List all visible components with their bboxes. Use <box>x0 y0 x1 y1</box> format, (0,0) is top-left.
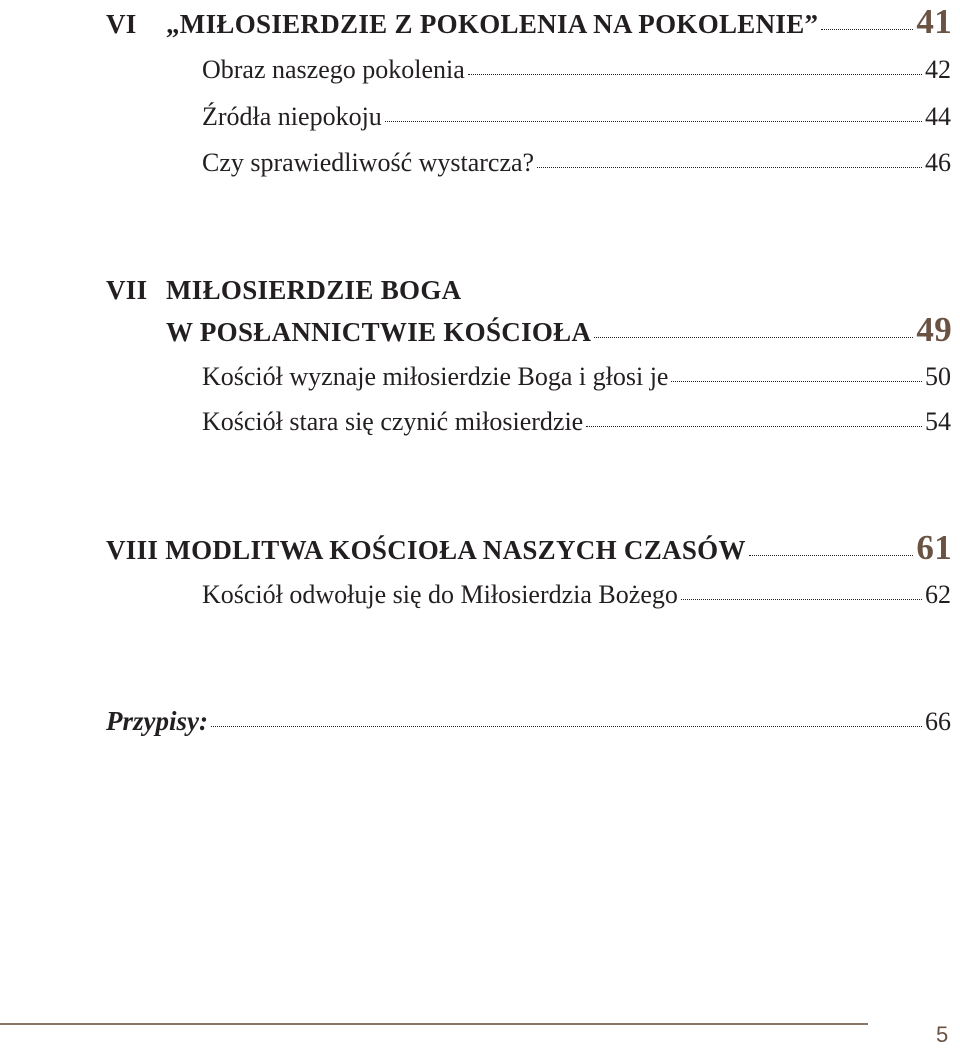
chapter-page-number: 41 <box>916 2 952 41</box>
dot-leader <box>681 599 922 600</box>
chapter-title: MODLITWA KOŚCIOŁA NASZYCH CZASÓW <box>165 535 746 565</box>
chapter-title: „MIŁOSIERDZIE Z POKOLENIA NA POKOLENIE” <box>166 9 819 39</box>
toc-item[interactable] <box>202 55 951 85</box>
toc-item-page: 50 <box>925 362 951 391</box>
toc-notes[interactable] <box>106 706 951 737</box>
chapter-number: VI <box>106 9 137 39</box>
chapter-page-number: 61 <box>916 528 952 567</box>
page-number: 5 <box>936 1022 949 1047</box>
toc-item-label: Kościół odwołuje się do Miłosierdzia Bożego <box>202 580 678 609</box>
chapter-title: W POSŁANNICTWIE KOŚCIOŁA <box>166 317 592 347</box>
dot-leader <box>385 121 922 122</box>
toc-notes-label: Przypisy: <box>106 706 208 736</box>
toc-item[interactable] <box>202 362 951 392</box>
toc-chapter-vi[interactable] <box>106 2 952 42</box>
toc-item[interactable] <box>202 102 951 132</box>
chapter-number: VII <box>106 275 148 305</box>
toc-notes-page: 66 <box>925 707 951 736</box>
chapter-title: MIŁOSIERDZIE BOGA <box>166 275 462 305</box>
toc-item-label: Czy sprawiedliwość wystarcza? <box>202 148 535 177</box>
toc-item-label: Kościół stara się czynić miłosierdzie <box>202 407 584 436</box>
dot-leader <box>594 337 913 338</box>
toc-item-label: Kościół wyznaje miłosierdzie Boga i głosi je <box>202 362 669 391</box>
dot-leader <box>211 726 922 727</box>
toc-item-label: Źródła niepokoju <box>202 102 382 131</box>
toc-item[interactable] <box>202 580 951 610</box>
chapter-number: VIII <box>106 535 159 565</box>
footer-rule <box>0 1023 868 1025</box>
toc-chapter-vii[interactable] <box>166 310 952 350</box>
toc-item-page: 62 <box>925 580 951 609</box>
dot-leader <box>749 555 914 556</box>
toc-item[interactable] <box>202 407 951 437</box>
toc-item-page: 46 <box>925 148 951 177</box>
dot-leader <box>537 167 922 168</box>
chapter-page-number: 49 <box>916 310 952 349</box>
toc-item-page: 42 <box>925 55 951 84</box>
dot-leader <box>468 74 922 75</box>
toc-item-page: 44 <box>925 102 951 131</box>
toc-chapter-vii-line1 <box>106 275 461 306</box>
toc-item-page: 54 <box>925 407 951 436</box>
dot-leader <box>586 426 922 427</box>
dot-leader <box>671 381 922 382</box>
dot-leader <box>821 29 913 30</box>
toc-chapter-viii[interactable] <box>106 528 952 568</box>
toc-item-label: Obraz naszego pokolenia <box>202 55 465 84</box>
toc-item[interactable] <box>202 148 951 178</box>
